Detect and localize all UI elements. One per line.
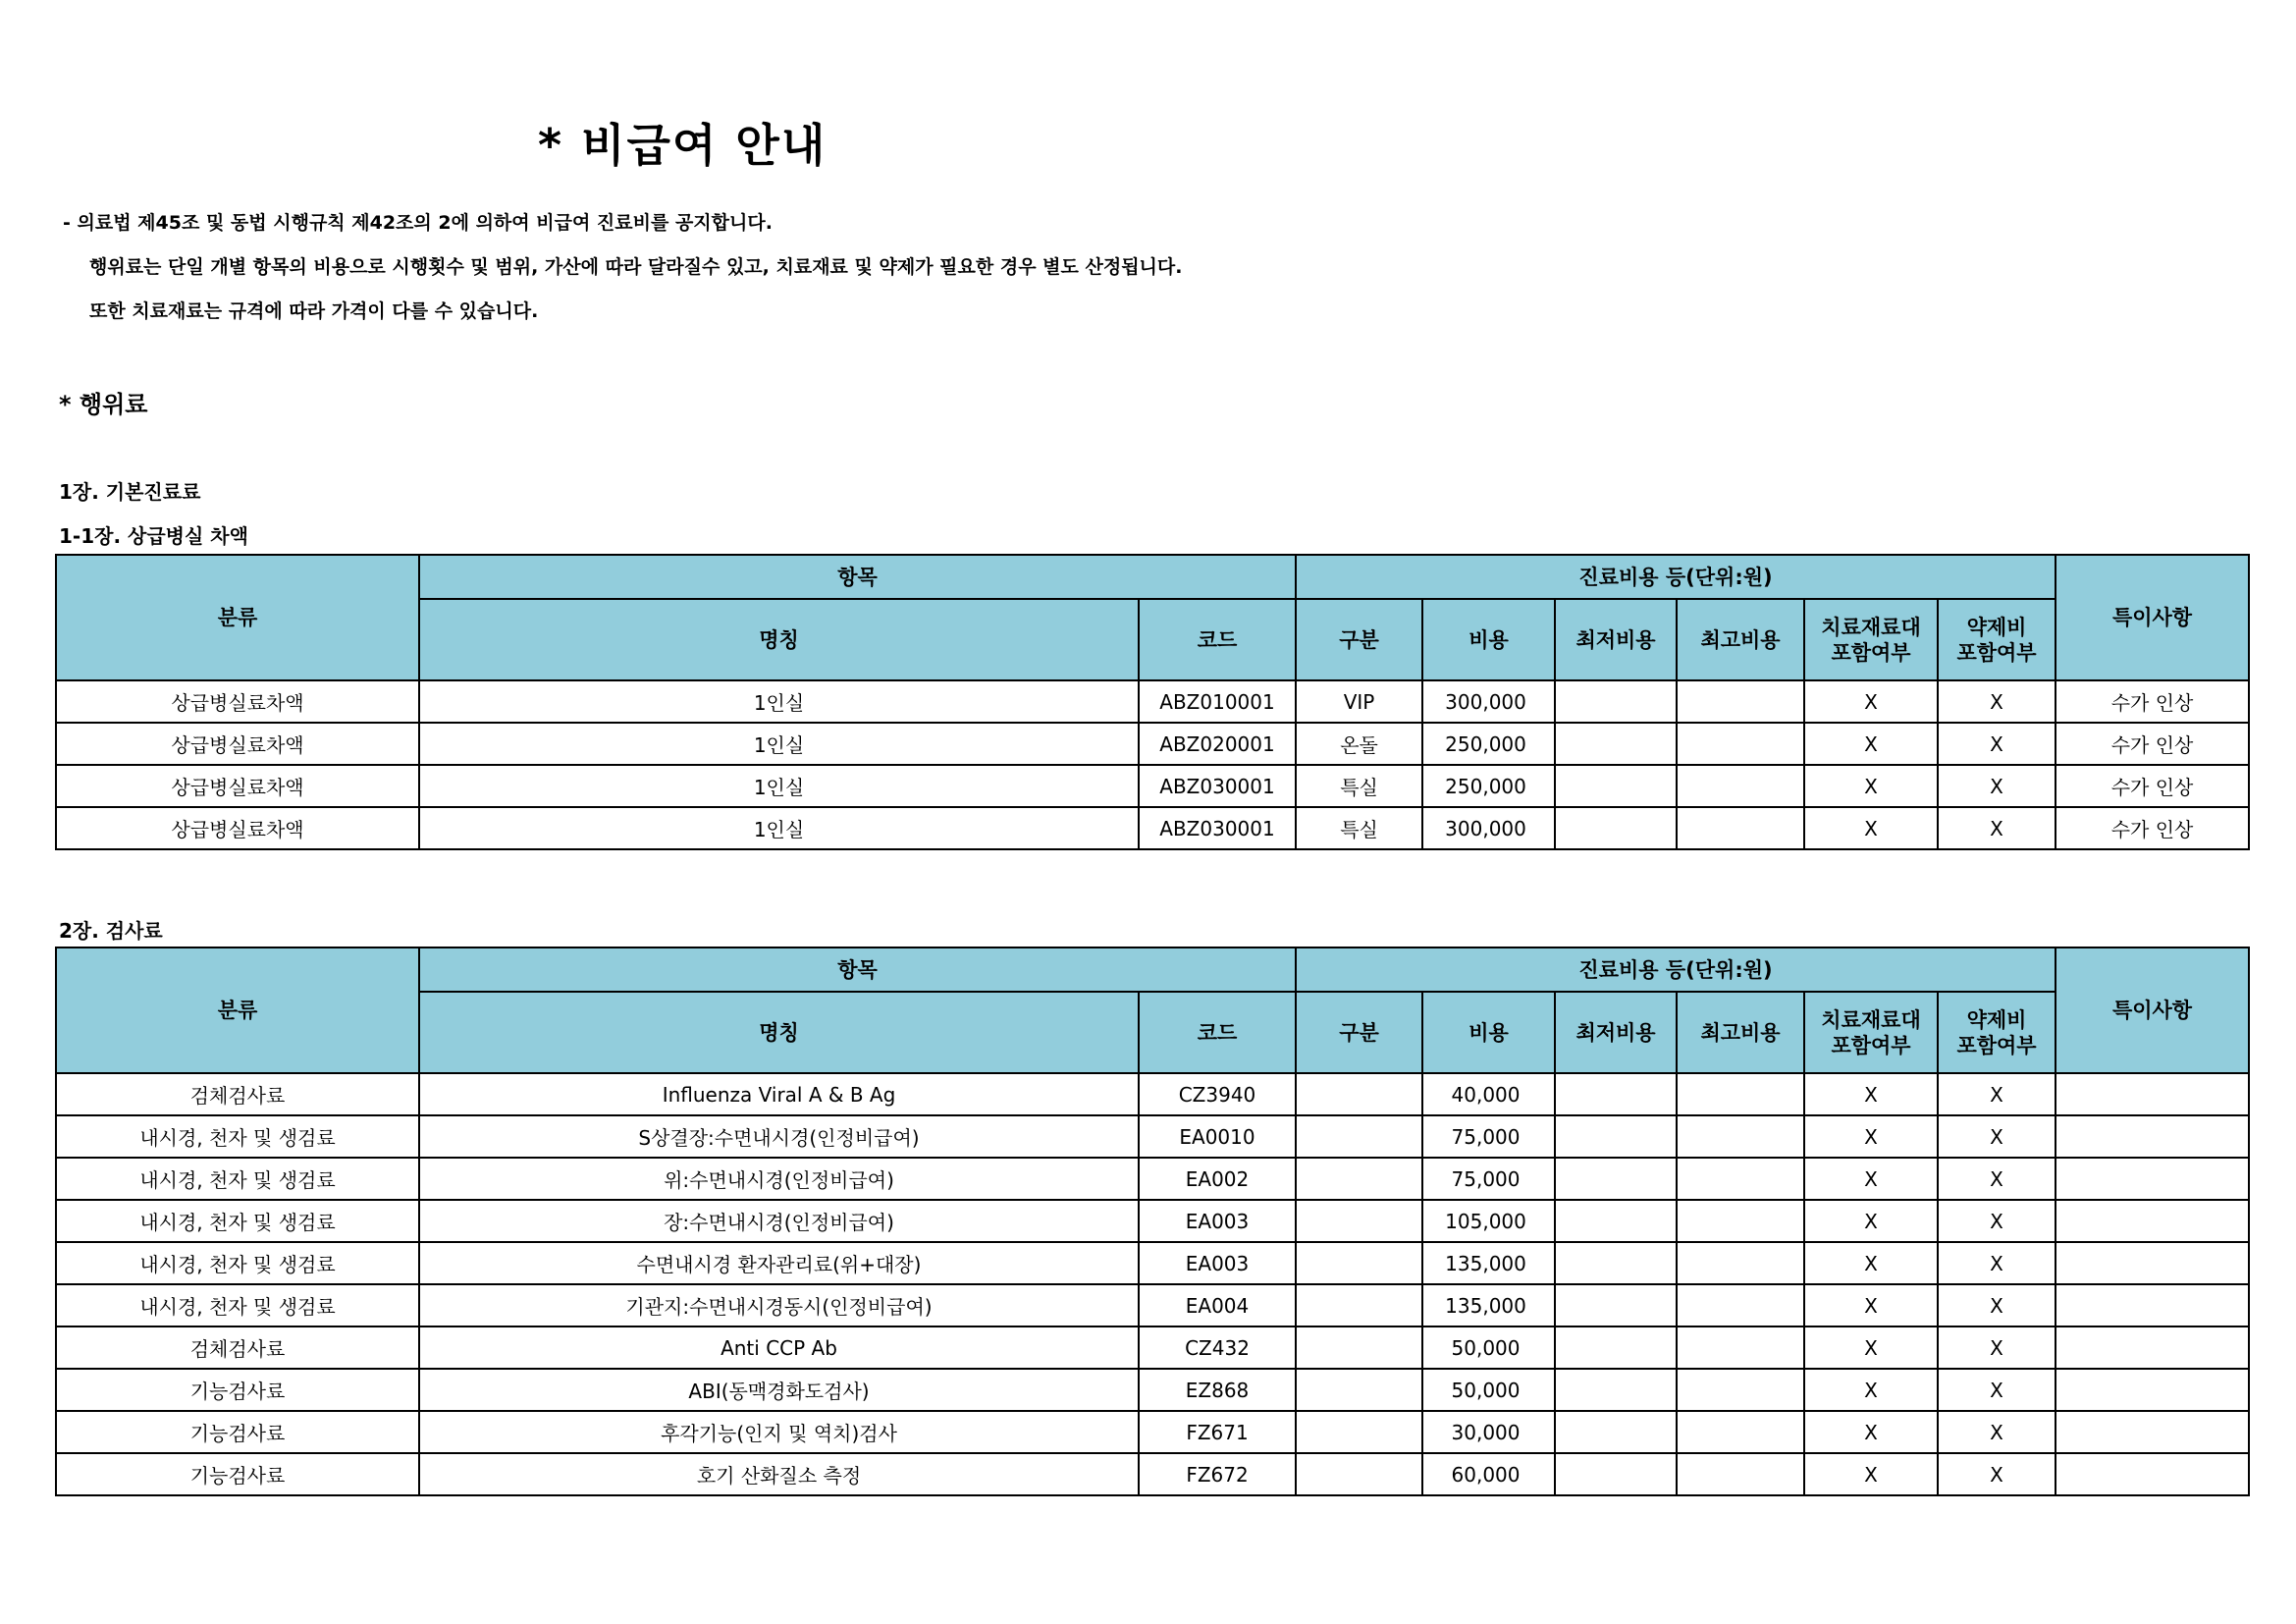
notice-line: 또한 치료재료는 규격에 따라 가격이 다를 수 있습니다. bbox=[89, 300, 539, 322]
table-row bbox=[56, 1073, 2249, 1115]
cell-code: FZ671 bbox=[1139, 1411, 1296, 1453]
cell-division bbox=[1296, 1200, 1422, 1242]
cell-drug: X bbox=[1938, 807, 2056, 849]
cell-name: 위:수면내시경(인정비급여) bbox=[419, 1158, 1139, 1200]
header-drug-line1: 약제비 bbox=[1966, 1007, 2027, 1032]
table-row bbox=[56, 680, 2249, 723]
table-row bbox=[56, 1411, 2249, 1453]
cell-drug: X bbox=[1938, 1073, 2056, 1115]
cell-cost: 30,000 bbox=[1422, 1411, 1555, 1453]
cell-division bbox=[1296, 1326, 1422, 1369]
cell-note bbox=[2056, 1242, 2249, 1284]
cell-drug: X bbox=[1938, 765, 2056, 807]
cell-note bbox=[2056, 1158, 2249, 1200]
cell-division bbox=[1296, 1284, 1422, 1326]
cell-note bbox=[2056, 1369, 2249, 1411]
cell-category: 내시경, 천자 및 생검료 bbox=[56, 1284, 419, 1326]
header-code: 코드 bbox=[1139, 992, 1296, 1073]
cell-code: CZ432 bbox=[1139, 1326, 1296, 1369]
table-row bbox=[56, 1453, 2249, 1495]
cell-min-cost bbox=[1555, 1453, 1677, 1495]
cell-drug: X bbox=[1938, 1115, 2056, 1158]
fee-table-room bbox=[55, 554, 2250, 850]
header-drug-line1: 약제비 bbox=[1966, 615, 2027, 639]
cell-min-cost bbox=[1555, 723, 1677, 765]
table-row bbox=[56, 1242, 2249, 1284]
cell-max-cost bbox=[1677, 723, 1804, 765]
cell-name: 1인실 bbox=[419, 723, 1139, 765]
cell-cost: 250,000 bbox=[1422, 723, 1555, 765]
cell-min-cost bbox=[1555, 1284, 1677, 1326]
cell-material: X bbox=[1804, 1158, 1938, 1200]
cell-drug: X bbox=[1938, 1411, 2056, 1453]
cell-division bbox=[1296, 1158, 1422, 1200]
cell-name: 1인실 bbox=[419, 765, 1139, 807]
cell-min-cost bbox=[1555, 1326, 1677, 1369]
cell-material: X bbox=[1804, 1073, 1938, 1115]
cell-name: ABI(동맥경화도검사) bbox=[419, 1369, 1139, 1411]
cell-drug: X bbox=[1938, 1242, 2056, 1284]
cell-code: ABZ030001 bbox=[1139, 807, 1296, 849]
cell-note bbox=[2056, 1115, 2249, 1158]
cell-name: Anti CCP Ab bbox=[419, 1326, 1139, 1369]
cell-drug: X bbox=[1938, 723, 2056, 765]
header-drug-line2: 포함여부 bbox=[1956, 1033, 2037, 1057]
header-category: 분류 bbox=[56, 555, 419, 680]
header-material-line1: 치료재료대 bbox=[1821, 1007, 1921, 1032]
header-note: 특이사항 bbox=[2056, 947, 2249, 1073]
cell-name: 1인실 bbox=[419, 680, 1139, 723]
cell-name: S상결장:수면내시경(인정비급여) bbox=[419, 1115, 1139, 1158]
cell-material: X bbox=[1804, 680, 1938, 723]
cell-min-cost bbox=[1555, 1242, 1677, 1284]
cell-name: 후각기능(인지 및 역치)검사 bbox=[419, 1411, 1139, 1453]
cell-category: 내시경, 천자 및 생검료 bbox=[56, 1242, 419, 1284]
cell-cost: 75,000 bbox=[1422, 1158, 1555, 1200]
header-material bbox=[1804, 599, 1938, 680]
cell-name: 장:수면내시경(인정비급여) bbox=[419, 1200, 1139, 1242]
table-row bbox=[56, 1326, 2249, 1369]
table-row bbox=[56, 1284, 2249, 1326]
cell-division bbox=[1296, 1369, 1422, 1411]
header-note: 특이사항 bbox=[2056, 555, 2249, 680]
chapter-heading: 1장. 기본진료료 bbox=[59, 480, 201, 504]
cell-drug: X bbox=[1938, 1158, 2056, 1200]
cell-max-cost bbox=[1677, 1115, 1804, 1158]
cell-max-cost bbox=[1677, 1326, 1804, 1369]
cell-drug: X bbox=[1938, 1453, 2056, 1495]
cell-category: 상급병실료차액 bbox=[56, 765, 419, 807]
cell-material: X bbox=[1804, 1200, 1938, 1242]
header-material bbox=[1804, 992, 1938, 1073]
header-material-line2: 포함여부 bbox=[1831, 1033, 1911, 1057]
header-cost: 비용 bbox=[1422, 599, 1555, 680]
header-max-cost: 최고비용 bbox=[1677, 992, 1804, 1073]
header-name: 명칭 bbox=[419, 599, 1139, 680]
cell-note bbox=[2056, 1326, 2249, 1369]
cell-min-cost bbox=[1555, 680, 1677, 723]
cell-max-cost bbox=[1677, 1200, 1804, 1242]
cell-material: X bbox=[1804, 723, 1938, 765]
header-item: 항목 bbox=[419, 947, 1296, 992]
cell-min-cost bbox=[1555, 1158, 1677, 1200]
cell-category: 상급병실료차액 bbox=[56, 680, 419, 723]
cell-cost: 60,000 bbox=[1422, 1453, 1555, 1495]
cell-code: ABZ010001 bbox=[1139, 680, 1296, 723]
cell-material: X bbox=[1804, 1453, 1938, 1495]
cell-category: 내시경, 천자 및 생검료 bbox=[56, 1115, 419, 1158]
notice-line: 행위료는 단일 개별 항목의 비용으로 시행횟수 및 범위, 가산에 따라 달라질수 있고, 치료재료 및 약제가 필요한 경우 별도 산정됩니다. bbox=[89, 256, 1183, 278]
cell-drug: X bbox=[1938, 1200, 2056, 1242]
chapter-heading: 2장. 검사료 bbox=[59, 919, 163, 943]
subchapter-heading: 1-1장. 상급병실 차액 bbox=[59, 524, 248, 548]
cell-code: EZ868 bbox=[1139, 1369, 1296, 1411]
cell-code: EA003 bbox=[1139, 1200, 1296, 1242]
cell-cost: 135,000 bbox=[1422, 1284, 1555, 1326]
cell-code: FZ672 bbox=[1139, 1453, 1296, 1495]
cell-category: 기능검사료 bbox=[56, 1453, 419, 1495]
cell-division: VIP bbox=[1296, 680, 1422, 723]
header-material-line1: 치료재료대 bbox=[1821, 615, 1921, 639]
cell-cost: 75,000 bbox=[1422, 1115, 1555, 1158]
cell-code: EA003 bbox=[1139, 1242, 1296, 1284]
cell-category: 기능검사료 bbox=[56, 1411, 419, 1453]
cell-code: ABZ020001 bbox=[1139, 723, 1296, 765]
header-category: 분류 bbox=[56, 947, 419, 1073]
cell-max-cost bbox=[1677, 1158, 1804, 1200]
cell-code: EA004 bbox=[1139, 1284, 1296, 1326]
header-code: 코드 bbox=[1139, 599, 1296, 680]
cell-drug: X bbox=[1938, 1326, 2056, 1369]
header-drug bbox=[1938, 599, 2056, 680]
cell-cost: 135,000 bbox=[1422, 1242, 1555, 1284]
page-title: * 비급여 안내 bbox=[538, 119, 828, 172]
header-name: 명칭 bbox=[419, 992, 1139, 1073]
cell-note bbox=[2056, 1284, 2249, 1326]
cell-cost: 105,000 bbox=[1422, 1200, 1555, 1242]
header-cost-group: 진료비용 등(단위:원) bbox=[1296, 947, 2056, 992]
cell-max-cost bbox=[1677, 1411, 1804, 1453]
cell-cost: 300,000 bbox=[1422, 680, 1555, 723]
cell-min-cost bbox=[1555, 765, 1677, 807]
cell-division: 특실 bbox=[1296, 765, 1422, 807]
cell-material: X bbox=[1804, 1326, 1938, 1369]
cell-max-cost bbox=[1677, 680, 1804, 723]
cell-cost: 50,000 bbox=[1422, 1326, 1555, 1369]
cell-max-cost bbox=[1677, 1073, 1804, 1115]
cell-name: 수면내시경 환자관리료(위+대장) bbox=[419, 1242, 1139, 1284]
cell-material: X bbox=[1804, 1284, 1938, 1326]
table-row bbox=[56, 1115, 2249, 1158]
cell-min-cost bbox=[1555, 1115, 1677, 1158]
cell-max-cost bbox=[1677, 1453, 1804, 1495]
header-cost-group: 진료비용 등(단위:원) bbox=[1296, 555, 2056, 599]
cell-category: 내시경, 천자 및 생검료 bbox=[56, 1158, 419, 1200]
cell-name: 호기 산화질소 측정 bbox=[419, 1453, 1139, 1495]
header-min-cost: 최저비용 bbox=[1555, 599, 1677, 680]
cell-division: 특실 bbox=[1296, 807, 1422, 849]
header-min-cost: 최저비용 bbox=[1555, 992, 1677, 1073]
section-title: * 행위료 bbox=[59, 391, 148, 418]
notice-block bbox=[63, 209, 1182, 342]
cell-min-cost bbox=[1555, 807, 1677, 849]
cell-division bbox=[1296, 1073, 1422, 1115]
cell-max-cost bbox=[1677, 1284, 1804, 1326]
cell-note: 수가 인상 bbox=[2056, 807, 2249, 849]
cell-min-cost bbox=[1555, 1073, 1677, 1115]
cell-name: Influenza Viral A & B Ag bbox=[419, 1073, 1139, 1115]
cell-division bbox=[1296, 1242, 1422, 1284]
fee-table-exam bbox=[55, 947, 2250, 1496]
cell-min-cost bbox=[1555, 1369, 1677, 1411]
cell-drug: X bbox=[1938, 1284, 2056, 1326]
cell-note bbox=[2056, 1200, 2249, 1242]
cell-category: 상급병실료차액 bbox=[56, 807, 419, 849]
cell-note: 수가 인상 bbox=[2056, 723, 2249, 765]
cell-min-cost bbox=[1555, 1200, 1677, 1242]
cell-material: X bbox=[1804, 1242, 1938, 1284]
cell-max-cost bbox=[1677, 1242, 1804, 1284]
cell-code: EA0010 bbox=[1139, 1115, 1296, 1158]
header-division: 구분 bbox=[1296, 992, 1422, 1073]
cell-note bbox=[2056, 1073, 2249, 1115]
cell-division: 온돌 bbox=[1296, 723, 1422, 765]
cell-material: X bbox=[1804, 1411, 1938, 1453]
cell-max-cost bbox=[1677, 765, 1804, 807]
cell-code: EA002 bbox=[1139, 1158, 1296, 1200]
cell-material: X bbox=[1804, 1115, 1938, 1158]
cell-category: 검체검사료 bbox=[56, 1326, 419, 1369]
cell-max-cost bbox=[1677, 1369, 1804, 1411]
cell-note: 수가 인상 bbox=[2056, 765, 2249, 807]
header-cost: 비용 bbox=[1422, 992, 1555, 1073]
header-drug-line2: 포함여부 bbox=[1956, 640, 2037, 665]
header-max-cost: 최고비용 bbox=[1677, 599, 1804, 680]
cell-division bbox=[1296, 1453, 1422, 1495]
header-drug bbox=[1938, 992, 2056, 1073]
cell-division bbox=[1296, 1411, 1422, 1453]
cell-division bbox=[1296, 1115, 1422, 1158]
cell-name: 기관지:수면내시경동시(인정비급여) bbox=[419, 1284, 1139, 1326]
header-item: 항목 bbox=[419, 555, 1296, 599]
cell-code: ABZ030001 bbox=[1139, 765, 1296, 807]
cell-cost: 50,000 bbox=[1422, 1369, 1555, 1411]
header-material-line2: 포함여부 bbox=[1831, 640, 1911, 665]
table-row bbox=[56, 765, 2249, 807]
cell-material: X bbox=[1804, 765, 1938, 807]
table-row bbox=[56, 1158, 2249, 1200]
table-row bbox=[56, 1369, 2249, 1411]
table-row bbox=[56, 723, 2249, 765]
cell-category: 상급병실료차액 bbox=[56, 723, 419, 765]
cell-material: X bbox=[1804, 1369, 1938, 1411]
cell-cost: 300,000 bbox=[1422, 807, 1555, 849]
cell-category: 내시경, 천자 및 생검료 bbox=[56, 1200, 419, 1242]
cell-note: 수가 인상 bbox=[2056, 680, 2249, 723]
table-row bbox=[56, 1200, 2249, 1242]
cell-cost: 250,000 bbox=[1422, 765, 1555, 807]
cell-drug: X bbox=[1938, 1369, 2056, 1411]
cell-name: 1인실 bbox=[419, 807, 1139, 849]
notice-line: - 의료법 제45조 및 동법 시행규칙 제42조의 2에 의하여 비급여 진료비를 공지합니다. bbox=[63, 212, 773, 234]
cell-min-cost bbox=[1555, 1411, 1677, 1453]
cell-note bbox=[2056, 1411, 2249, 1453]
cell-material: X bbox=[1804, 807, 1938, 849]
cell-code: CZ3940 bbox=[1139, 1073, 1296, 1115]
cell-cost: 40,000 bbox=[1422, 1073, 1555, 1115]
cell-max-cost bbox=[1677, 807, 1804, 849]
cell-note bbox=[2056, 1453, 2249, 1495]
cell-category: 검체검사료 bbox=[56, 1073, 419, 1115]
header-division: 구분 bbox=[1296, 599, 1422, 680]
cell-category: 기능검사료 bbox=[56, 1369, 419, 1411]
table-row bbox=[56, 807, 2249, 849]
cell-drug: X bbox=[1938, 680, 2056, 723]
